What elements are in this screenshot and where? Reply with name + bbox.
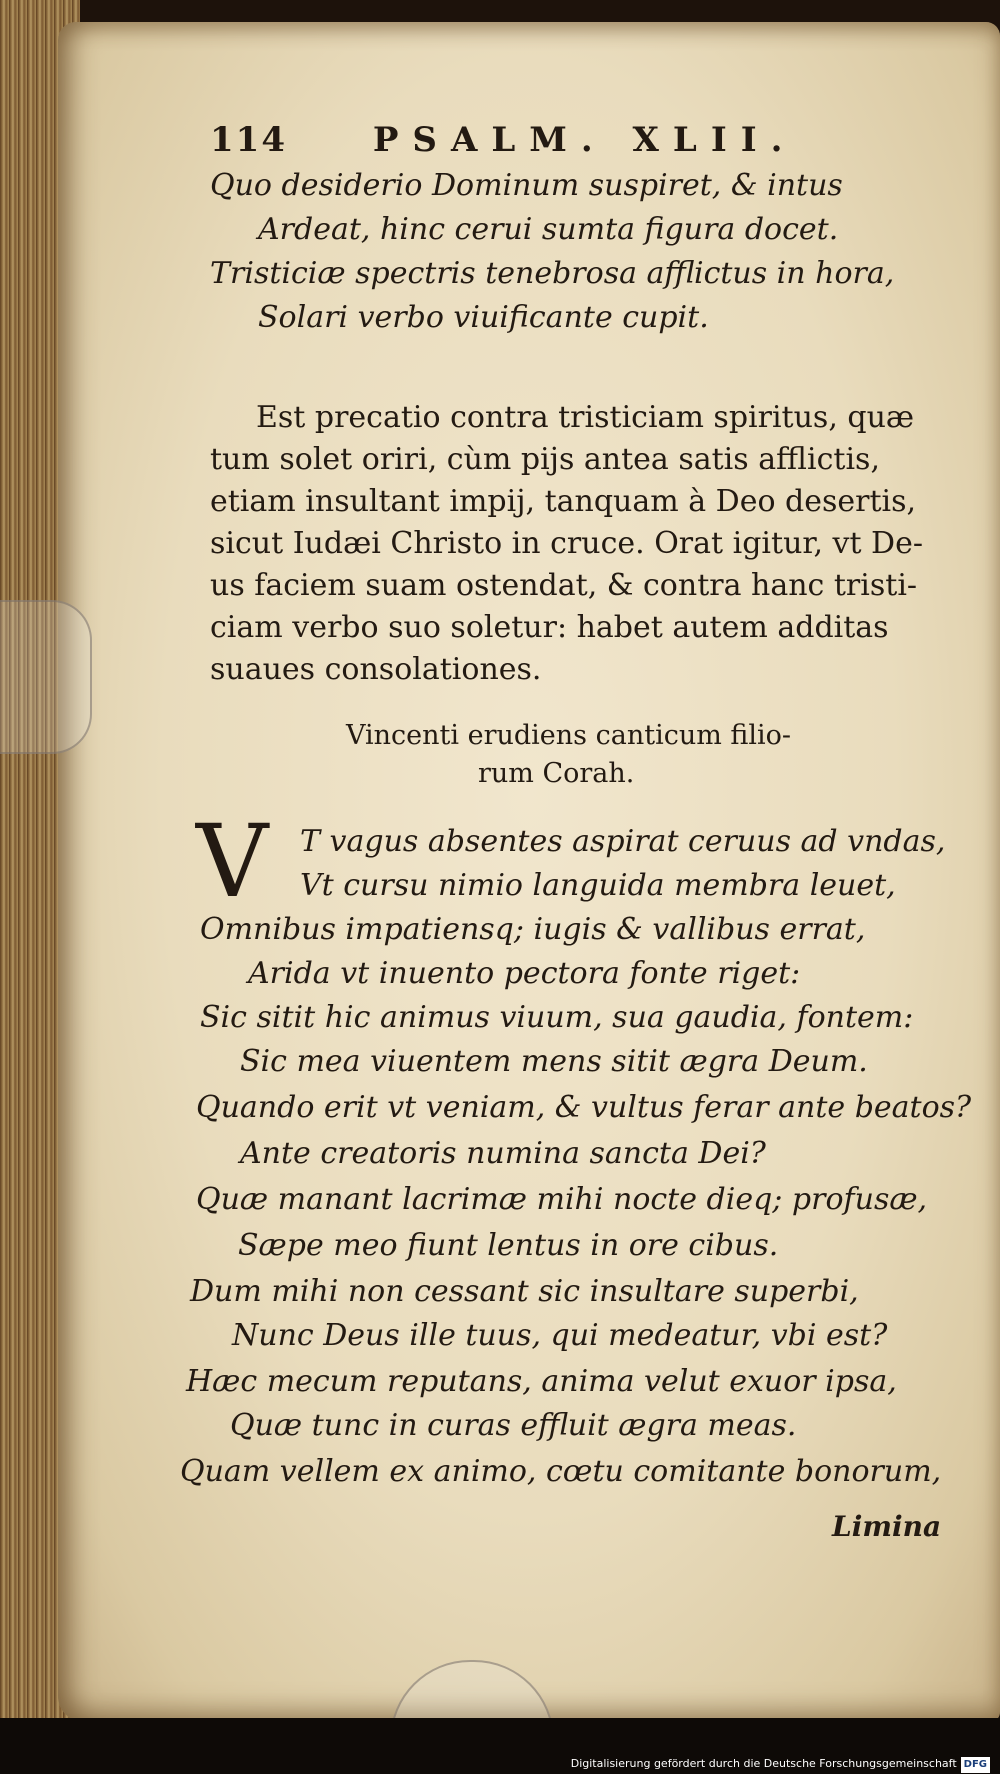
verse-line: Ante creatoris numina sancta Dei? — [240, 1136, 766, 1171]
verse-line: Quo desiderio Dominum suspiret, & intus — [210, 168, 843, 203]
prose-line: etiam insultant impij, tanquam à Deo desertis, — [210, 484, 917, 519]
dfg-logo: DFG — [961, 1757, 990, 1773]
prose-line: ciam verbo suo soletur: habet autem additas — [210, 610, 889, 645]
verse-line: Quæ tunc in curas effluit ægra meas. — [230, 1408, 797, 1443]
verse-line: Nunc Deus ille tuus, qui medeatur, vbi est? — [232, 1318, 888, 1353]
verse-line: Tristiciæ spectris tenebrosa afflictus in hora, — [210, 256, 895, 291]
verse-line: Vt cursu nimio languida membra leuet, — [300, 868, 896, 903]
verse-line: Dum mihi non cessant sic insultare superbi, — [190, 1274, 859, 1309]
verse-line: Quam vellem ex animo, cœtu comitante bonorum, — [180, 1454, 942, 1489]
verse-line: Ardeat, hinc cerui sumta figura docet. — [258, 212, 839, 247]
title-line: Vincenti erudiens canticum filio- — [346, 720, 792, 751]
prose-line: suaues consolationes. — [210, 652, 542, 687]
verse-line: Quando erit vt veniam, & vultus ferar ante beatos? — [196, 1090, 972, 1125]
credit-text: Digitalisierung gefördert durch die Deutsche Forschungsgemeinschaft — [570, 1757, 957, 1770]
prose-line: us faciem suam ostendat, & contra hanc tristi- — [210, 568, 918, 603]
verse-line: Arida vt inuento pectora fonte riget: — [248, 956, 801, 991]
verse-line: Sic sitit hic animus viuum, sua gaudia, fontem: — [200, 1000, 914, 1035]
title-line: rum Corah. — [478, 758, 635, 789]
verse-line: T vagus absentes aspirat ceruus ad vndas, — [300, 824, 946, 859]
running-title: PSALM. XLII. — [372, 120, 797, 160]
verse-line: Solari verbo viuificante cupit. — [258, 300, 709, 335]
catchword: Limina — [832, 1510, 942, 1543]
dfg-credit — [571, 1756, 990, 1772]
verse-line: Quæ manant lacrimæ mihi nocte dieq; profusæ, — [196, 1182, 928, 1217]
running-header — [210, 120, 810, 170]
verse-line: Hæc mecum reputans, anima velut exuor ipsa, — [186, 1364, 897, 1399]
verse-line: Omnibus impatiensq; iugis & vallibus errat, — [200, 912, 866, 947]
drop-cap: V — [196, 803, 269, 920]
prose-line: tum solet oriri, cùm pijs antea satis afflictis, — [210, 442, 880, 477]
verse-line: Sic mea viuentem mens sitit ægra Deum. — [240, 1044, 868, 1079]
page-number: 114 — [210, 120, 287, 160]
prose-line: Est precatio contra tristiciam spiritus, quæ — [256, 400, 915, 435]
prose-line: sicut Iudæi Christo in cruce. Orat igitur, vt De- — [210, 526, 923, 561]
verse-line: Sæpe meo fiunt lentus in ore cibus. — [238, 1228, 779, 1263]
page-clip-left — [0, 600, 92, 754]
